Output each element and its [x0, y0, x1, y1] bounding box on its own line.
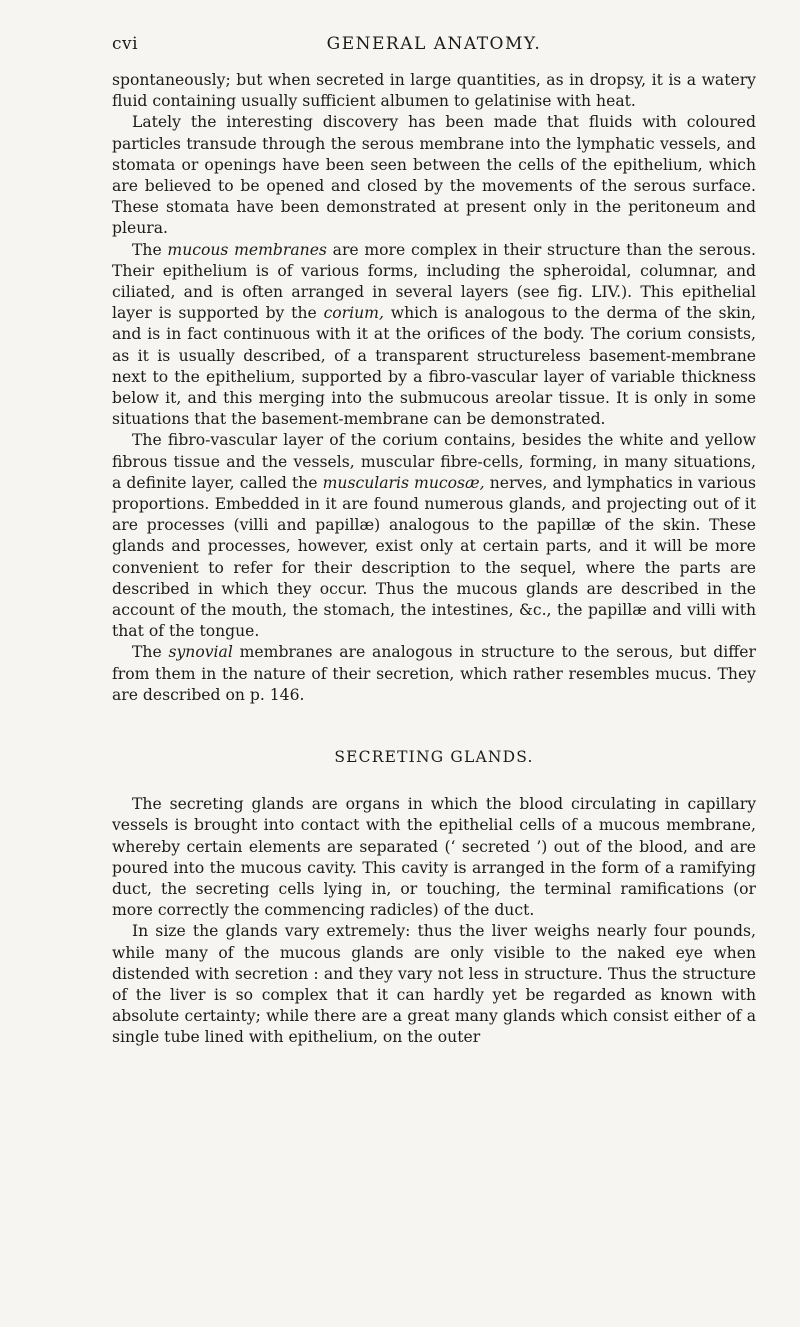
paragraph-gland-size: In size the glands vary extremely: thus the liver weighs nearly four pounds, while many of the mucous glands are only visible to the naked eye when distended with secretion : and they vary not less in structure. Thus the structure of the liver is so complex that it can hardly yet be regarded as known with absolute certainty; while there are a great many glands which consist either of a single tube lined with epithelium, on the outer: [112, 922, 756, 1047]
fibro-text-part1: The fibro-vascular layer of the corium contains, besides the white and yellow fibrous tissue and the vessels, muscular fibre-cells, forming, in many situations, a definite layer, called the: [112, 431, 756, 492]
paragraph-dropsy: spontaneously; but when secreted in large quantities, as in dropsy, it is a watery fluid containing usually sufficient albumen to gelatinise with heat.: [112, 71, 756, 111]
running-head: [112, 34, 756, 62]
paragraph-secreting-glands: The secreting glands are organs in which the blood circulating in capillary vessels is brought into contact with the epithelial cells of a mucous membrane, whereby certain elements are separated (‘ secreted ’) out of the blood, and are poured into the mucous cavity. This cavity is arranged in the form of a ramifying duct, the secreting cells lying in, or touching, the terminal ramifications (or more correctly the commencing radicles) of the duct.: [112, 795, 756, 920]
mucous-text-part2: which is analogous to the derma of the skin, and is in fact continuous with it at the orifices of the body. The corium consists, as it is usually described, of a transparent structureless basement-membrane next to the epithelium, supported by a fibro-vascular layer of variable thickness below it, and this merging into the submucous areolar tissue. It is only in some situations that the basement-membrane can be demonstrated.: [112, 304, 756, 429]
term-synovial: synovial: [168, 643, 233, 662]
term-muscularis-mucosae: muscularis mucosæ,: [322, 473, 485, 492]
body-text: [112, 70, 756, 1049]
paragraph-stomata: Lately the interesting discovery has been made that fluids with coloured particles transude through the serous membrane into the lymphatic vessels, and stomata or openings have been seen between the cells of the epithelium, which are believed to be opened and closed by the movements of the serous surface. These stomata have been demonstrated at present only in the peritoneum and pleura.: [112, 113, 756, 238]
page-number: cvi: [112, 34, 139, 54]
synovial-text: membranes are analogous in structure to the serous, but differ from them in the nature of their secretion, which rather resembles mucus. They are described on p. 146.: [112, 643, 756, 704]
synovial-the: The: [132, 643, 169, 662]
section-heading: SECRETING GLANDS.: [334, 748, 534, 767]
running-title: GENERAL ANATOMY.: [326, 34, 542, 54]
term-corium: corium,: [323, 304, 384, 323]
mucous-the: The: [132, 240, 168, 259]
paragraph-fibro-vascular: [112, 430, 756, 642]
term-mucous-membranes: mucous membranes: [167, 240, 327, 259]
fibro-text-part2: nerves, and lymphatics in various proportions. Embedded in it are found numerous glands, and projecting out of it are processes (villi and papillæ) analogous to the papillæ of the skin. These glands and processes, however, exist only at certain parts, and it will be more convenient to refer for their description to the sequel, where the parts are described in which they occur. Thus the mucous glands are described in the account of the mouth, the stomach, the intestines, &c., the papillæ and villi with that of the tongue.: [112, 473, 756, 641]
paragraph-mucous-membranes: [112, 240, 756, 431]
paragraph-synovial: [112, 642, 756, 706]
mucous-text-part1: are more complex in their structure than the serous. Their epithelium is of various forms, including the spheroidal, columnar, and ciliated, and is often arranged in several layers (see fig. LIV.). This epithelial layer is supported by the: [112, 240, 756, 323]
